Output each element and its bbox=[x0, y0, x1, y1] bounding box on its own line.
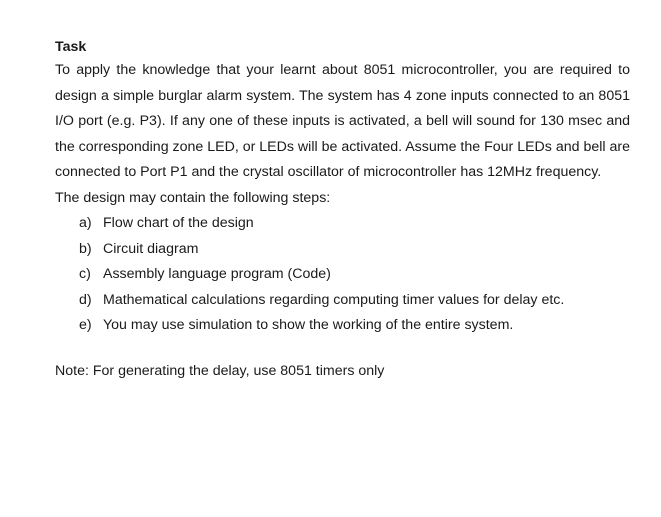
spacer bbox=[55, 339, 630, 359]
list-marker: c) bbox=[79, 266, 91, 282]
document-body bbox=[55, 36, 630, 384]
list-marker: a) bbox=[79, 215, 92, 231]
list-marker: b) bbox=[79, 240, 92, 257]
list-item-text: You may use simulation to show the working of the entire system. bbox=[103, 317, 514, 333]
list-item-text: Mathematical calculations regarding computing timer values for delay etc. bbox=[103, 291, 565, 308]
list-item bbox=[55, 262, 630, 288]
list-item bbox=[55, 288, 630, 314]
list-marker: d) bbox=[79, 291, 92, 308]
note: Note: For generating the delay, use 8051 timers only bbox=[55, 362, 385, 379]
list-item-text: Assembly language program (Code) bbox=[103, 266, 331, 282]
list-item bbox=[55, 313, 630, 339]
list-marker: e) bbox=[79, 317, 92, 333]
steps-list bbox=[55, 211, 630, 339]
steps-intro: The design may contain the following steps: bbox=[55, 189, 331, 206]
list-item bbox=[55, 237, 630, 263]
list-item-text: Circuit diagram bbox=[103, 240, 199, 257]
list-item-text: Flow chart of the design bbox=[103, 215, 254, 231]
task-heading: Task bbox=[55, 39, 87, 55]
task-description: To apply the knowledge that your learnt about 8051 microcontroller, you are required to design a simple burglar alarm system. The system has 4 zone inputs connected to an 8051 I/O port (e.g. P3). If any one of these inputs is activated, a bell will sound for 130 msec and the corresponding zone LED, or LEDs will be activated. Assume the Four LEDs and bell are connected to Port P1 and the crystal oscillator of microcontroller has 12MHz frequency. bbox=[55, 62, 630, 180]
list-item bbox=[55, 211, 630, 237]
